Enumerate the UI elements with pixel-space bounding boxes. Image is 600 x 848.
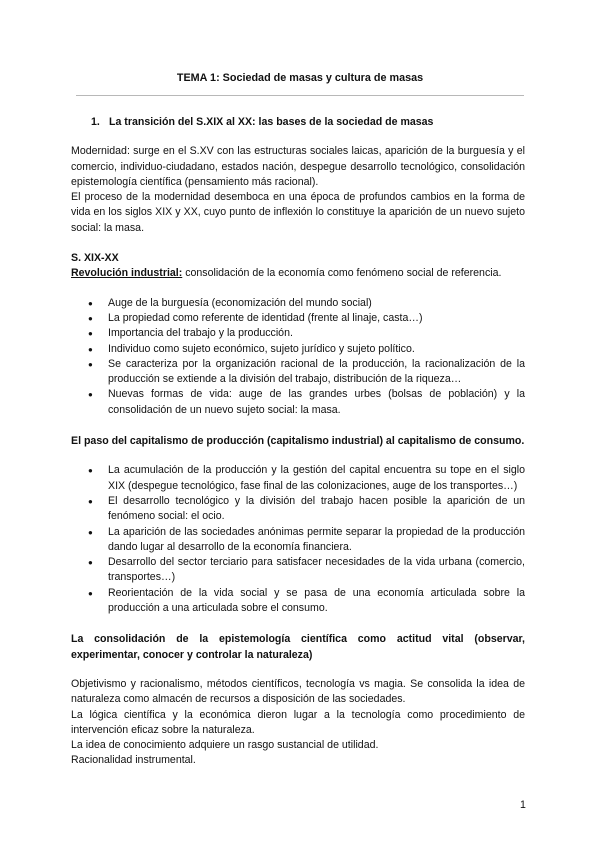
- list-item: ● La propiedad como referente de identidad (frente al linaje, casta…): [71, 311, 525, 326]
- intro-paragraph: El proceso de la modernidad desemboca en una época de profundos cambios en la forma de vida en los siglos XIX y XX, cuyo punto de inflexión lo constituye la aparición de un nuevo sujeto social: la masa.: [71, 191, 525, 234]
- list-item: ● El desarrollo tecnológico y la división del trabajo hacen posible la aparición de un fenómeno social: el ocio.: [71, 494, 525, 525]
- list-item: ● Desarrollo del sector terciario para satisfacer necesidades de la vida urbana (comercio, transportes…): [71, 555, 525, 586]
- list-item: ● Individuo como sujeto económico, sujeto jurídico y sujeto político.: [71, 342, 525, 357]
- closing-paragraph: La lógica científica y la económica dieron lugar a la tecnología como procedimiento de intervención eficaz sobre la naturaleza.: [71, 708, 525, 736]
- closing-paragraph: Objetivismo y racionalismo, métodos científicos, tecnología vs magia. Se consolida la idea de naturaleza como almacén de recursos a disposición de las sociedades.: [71, 677, 525, 706]
- closing-paragraph: La idea de conocimiento adquiere un rasgo sustancial de utilidad.: [71, 739, 379, 752]
- revolution-line: [71, 266, 525, 281]
- list-item: ● La aparición de las sociedades anónimas permite separar la propiedad de la producción dando lugar al desarrollo de la economía financiera.: [71, 525, 525, 556]
- epistemology-heading: La consolidación de la epistemología científica como actitud vital (observar, experimentar, conocer y controlar la naturaleza): [71, 633, 525, 661]
- bullet-list-industrial: [71, 296, 525, 418]
- section-number: 1.: [91, 116, 100, 128]
- list-item: ● Nuevas formas de vida: auge de las grandes urbes (bolsas de población) y la consolidación de un nuevo sujeto social: la masa.: [71, 387, 525, 418]
- list-item: ● Importancia del trabajo y la producción.: [71, 326, 525, 341]
- closing-block: [71, 677, 525, 769]
- list-item: ● La acumulación de la producción y la gestión del capital encuentra su tope en el siglo XIX (despegue tecnológico, fase final de las colonizaciones, auge de los transportes…): [71, 463, 525, 494]
- list-item: ● Auge de la burguesía (economización del mundo social): [71, 296, 525, 311]
- list-item: ● Reorientación de la vida social y se pasa de una economía articulada sobre la producción a una articulada sobre el consumo.: [71, 586, 525, 617]
- bullet-list-capitalism: [71, 463, 525, 616]
- page-number: 1: [520, 799, 526, 811]
- revolution-text: consolidación de la economía como fenómeno social de referencia.: [182, 267, 502, 280]
- intro-paragraph: Modernidad: surge en el S.XV con las estructuras sociales laicas, aparición de la burguesía y el comercio, individuo-ciudadano, estados nación, despegue desarrollo tecnológico, consolidación epistemología científica (pensamiento más racional).: [71, 145, 525, 188]
- revolution-label: Revolución industrial:: [71, 267, 183, 280]
- page-title: TEMA 1: Sociedad de masas y cultura de masas: [176, 72, 424, 84]
- period-label: S. XIX-XX: [71, 252, 119, 265]
- section-heading: [91, 115, 525, 130]
- document-body: [71, 115, 525, 769]
- section-heading-text: La transición del S.XIX al XX: las bases de la sociedad de masas: [109, 116, 434, 128]
- list-item: ● Se caracteriza por la organización racional de la producción, la racionalización de la producción se extiende a la división del trabajo, distribución de la riqueza…: [71, 357, 525, 388]
- title-divider: [76, 95, 524, 96]
- closing-paragraph: Racionalidad instrumental.: [71, 754, 196, 767]
- capitalism-heading: El paso del capitalismo de producción (capitalismo industrial) al capitalismo de consumo.: [71, 435, 525, 448]
